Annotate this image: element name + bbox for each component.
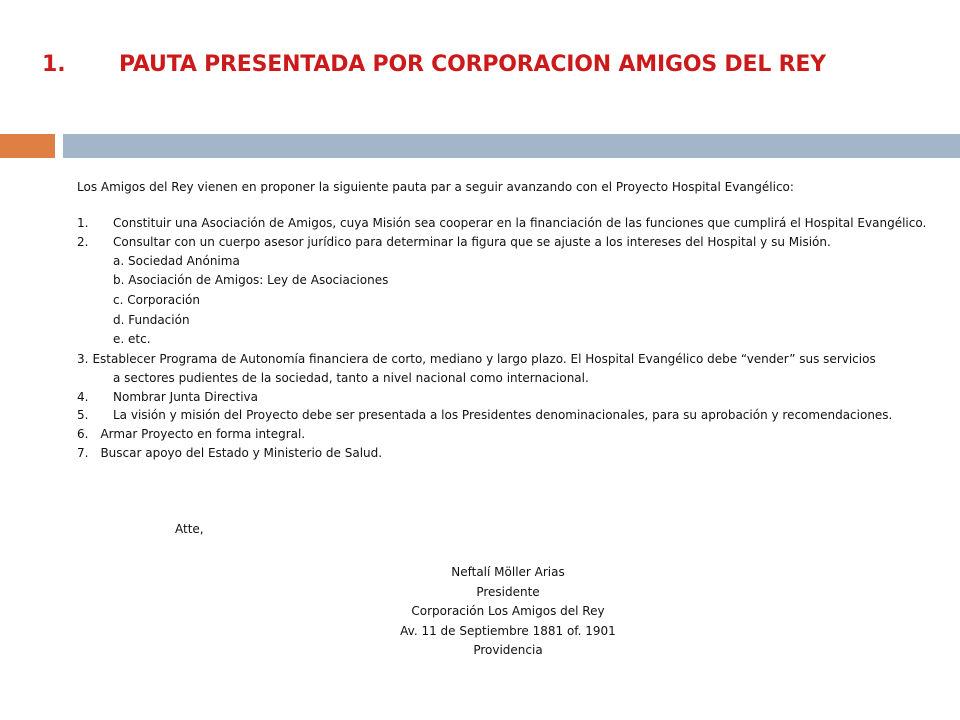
- item-text-first: Establecer Programa de Autonomía financiera de corto, mediano y largo plazo. El Hospital Evangélico debe “vender” sus servicios: [92, 351, 876, 366]
- item-text: Armar Proyecto en forma integral.: [100, 427, 306, 442]
- signature-role: Presidente: [476, 584, 540, 599]
- list-item: [77, 388, 927, 407]
- item-text: Constituir una Asociación de Amigos, cuya Misión sea cooperar en la financiación de las funciones que cumplirá el Hospital Evangélico.: [113, 215, 927, 230]
- title-text: PAUTA PRESENTADA POR CORPORACION AMIGOS DEL REY: [119, 52, 826, 77]
- item-number: 5.: [77, 408, 89, 423]
- signature-address: Av. 11 de Septiembre 1881 of. 1901: [400, 623, 616, 638]
- signature-name: Neftalí Möller Arias: [451, 565, 565, 579]
- item-number: 1.: [77, 215, 89, 230]
- sublist: [77, 252, 927, 350]
- sublist-item: b. Asociación de Amigos: Ley de Asociaciones: [113, 273, 389, 288]
- item-number: 6.: [77, 427, 89, 442]
- item-number: 7.: [77, 446, 89, 461]
- slide-title: [0, 50, 960, 82]
- list-item: [77, 214, 927, 233]
- closing: Atte,: [175, 522, 204, 536]
- header-bar: [63, 134, 960, 158]
- signature-org: Corporación Los Amigos del Rey: [411, 604, 605, 619]
- list-item: [77, 444, 927, 463]
- signature-block: [0, 563, 960, 661]
- sublist-item: a. Sociedad Anónima: [113, 253, 240, 268]
- title-number: 1.: [42, 52, 66, 77]
- item-text: Nombrar Junta Directiva: [113, 389, 259, 404]
- list-item: [77, 350, 927, 388]
- list-item: [77, 233, 927, 252]
- list-item: [77, 406, 927, 425]
- signature-city: Providencia: [473, 643, 543, 658]
- sublist-item: c. Corporación: [113, 292, 201, 307]
- item-text-cont: a sectores pudientes de la sociedad, tanto a nivel nacional como internacional.: [113, 370, 589, 385]
- item-number: 4.: [77, 389, 89, 404]
- item-text: La visión y misión del Proyecto debe ser presentada a los Presidentes denominacionales, para su aprobación y recomendaciones.: [113, 408, 893, 423]
- item-text: Buscar apoyo del Estado y Ministerio de Salud.: [100, 446, 383, 461]
- item-text: Consultar con un cuerpo asesor jurídico para determinar la figura que se ajuste a los intereses del Hospital y su Misión.: [113, 234, 831, 249]
- letter-body: [77, 178, 927, 463]
- list-item: [77, 425, 927, 444]
- sublist-item: e. etc.: [113, 332, 151, 347]
- intro-paragraph: Los Amigos del Rey vienen en proponer la siguiente pauta par a seguir avanzando con el Proyecto Hospital Evangélico:: [77, 180, 794, 194]
- sublist-item: d. Fundación: [113, 312, 190, 327]
- accent-bar: [0, 134, 55, 158]
- item-number: 2.: [77, 234, 89, 249]
- item-number: 3.: [77, 351, 89, 366]
